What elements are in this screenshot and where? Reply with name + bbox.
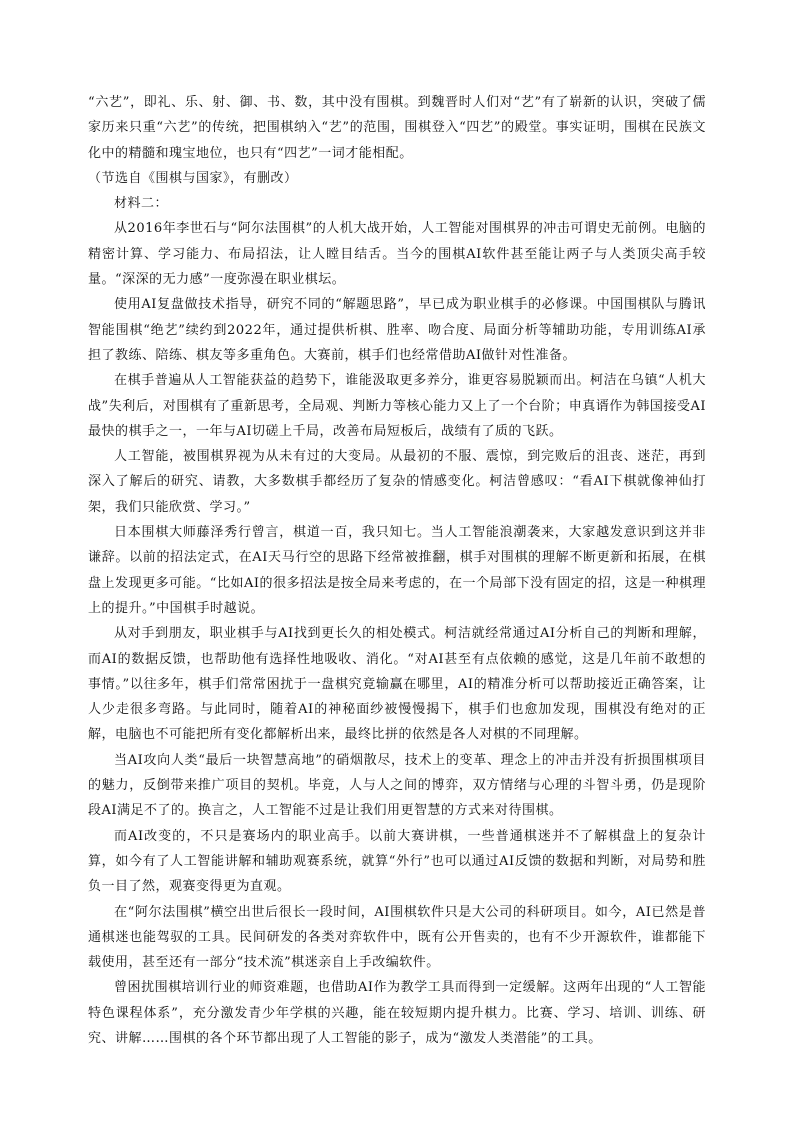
paragraph: 而AI改变的，不只是赛场内的职业高手。以前大赛讲棋，一些普通棋迷并不了解棋盘上的复杂计算，如今有了人工智能讲解和辅助观赛系统，就算“外行”也可以通过AI反馈的数据和判断，对局势和胜负一目了然，观赛变得更为直观。 [88, 828, 706, 895]
source-citation: （节选自《围棋与国家》，有删改） [88, 170, 298, 186]
document-page [88, 90, 706, 1051]
paragraph: 当AI攻向人类“最后一块智慧高地”的硝烟散尽，技术上的变革、理念上的冲击并没有折损围棋项目的魅力，反倒带来推广项目的契机。毕竟，人与人之间的博弈，双方情绪与心理的斗智斗勇，仍是现阶段AI满足不了的。换言之，人工智能不过是让我们用更智慧的方式来对待围棋。 [88, 752, 706, 819]
paragraph: 曾困扰围棋培训行业的师资难题，也借助AI作为教学工具而得到一定缓解。这两年出现的“人工智能特色课程体系”，充分激发青少年学棋的兴趣，能在较短期内提升棋力。比赛、学习、培训、训练、研究、讲解……围棋的各个环节都出现了人工智能的影子，成为“激发人类潜能”的工具。 [88, 980, 706, 1046]
section-heading-material-two: 材料二： [114, 196, 169, 212]
paragraph: 在棋手普遍从人工智能获益的趋势下，谁能汲取更多养分，谁更容易脱颖而出。柯洁在乌镇“人机大战”失利后，对围棋有了重新思考，全局观、判断力等核心能力又上了一个台阶；申真谞作为韩国接受AI最快的棋手之一，一年与AI切磋上千局，改善布局短板后，战绩有了质的飞跃。 [88, 373, 706, 439]
paragraph: 在“阿尔法围棋”横空出世后很长一段时间，AI围棋软件只是大公司的科研项目。如今，AI已然是普通棋迷也能驾驭的工具。民间研发的各类对弈软件中，既有公开售卖的，也有不少开源软件，谁都能下载使用，甚至还有一部分“技术流”棋迷亲自上手改编软件。 [88, 904, 706, 971]
paragraph: 从对手到朋友，职业棋手与AI找到更长久的相处模式。柯洁就经常通过AI分析自己的判断和理解，而AI的数据反馈，也帮助他有选择性地吸收、消化。“对AI甚至有点依赖的感觉，这是几年前不敢想的事情。”以往多年，棋手们常常困扰于一盘棋究竟输赢在哪里，AI的精准分析可以帮助接近正确答案，让人少走很多弯路。与此同时，随着AI的神秘面纱被慢慢揭下，棋手们也愈加发现，围棋没有绝对的正解，电脑也不可能把所有变化都解析出来，最终比拼的依然是各人对棋的不同理解。 [88, 626, 706, 743]
paragraph: 从2016年李世石与“阿尔法围棋”的人机大战开始，人工智能对围棋界的冲击可谓史无前例。电脑的精密计算、学习能力、布局招法，让人瞠目结舌。当今的围棋AI软件甚至能让两子与人类顶尖高手较量。“深深的无力感”一度弥漫在职业棋坛。 [88, 221, 706, 288]
paragraph-six-arts: “六艺”，即礼、乐、射、御、书、数，其中没有围棋。到魏晋时人们对“艺”有了崭新的认识，突破了儒家历来只重“六艺”的传统，把围棋纳入“艺”的范围，围棋登入“四艺”的殿堂。事实证明，围棋在民族文化中的精髓和瑰宝地位，也只有“四艺”一词才能相配。 [88, 95, 706, 161]
paragraph: 使用AI复盘做技术指导，研究不同的“解题思路”，早已成为职业棋手的必修课。中国围棋队与腾讯智能围棋“绝艺”续约到2022年，通过提供析棋、胜率、吻合度、局面分析等辅助功能，专用训练AI承担了教练、陪练、棋友等多重角色。大赛前，棋手们也经常借助AI做针对性准备。 [88, 297, 706, 363]
paragraph: 人工智能，被围棋界视为从未有过的大变局。从最初的不服、震惊，到完败后的沮丧、迷茫，再到深入了解后的研究、请教，大多数棋手都经历了复杂的情感变化。柯洁曾感叹：“看AI下棋就像神仙打架，我们只能欣赏、学习。” [88, 449, 706, 515]
paragraph: 日本围棋大师藤泽秀行曾言，棋道一百，我只知七。当人工智能浪潮袭来，大家越发意识到这并非谦辞。以前的招法定式，在AI天马行空的思路下经常被推翻，棋手对围棋的理解不断更新和拓展，在棋盘上发现更多可能。“比如AI的很多招法是按全局来考虑的，在一个局部下没有固定的招，这是一种棋理上的提升。”中国棋手时越说。 [88, 525, 706, 616]
